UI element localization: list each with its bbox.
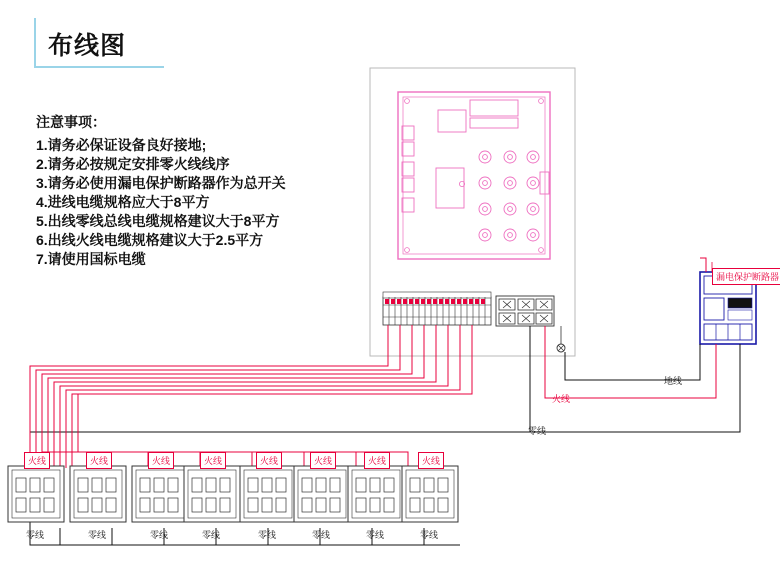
note-item: 6.出线火线电缆规格建议大于2.5平方 xyxy=(36,232,264,248)
note-item: 5.出线零线总线电缆规格建议大于8平方 xyxy=(36,213,280,229)
socket-neutral-label: 零线 xyxy=(88,530,107,540)
page-title: 布线图 xyxy=(48,32,127,60)
socket-live-label: 火线 xyxy=(418,452,444,469)
socket-neutral-label: 零线 xyxy=(258,530,277,540)
socket-live-label: 火线 xyxy=(364,452,390,469)
control-board xyxy=(398,92,550,259)
socket-live-label: 火线 xyxy=(24,452,50,469)
note-item: 1.请务必保证设备良好接地; xyxy=(36,137,207,153)
socket-live-label: 火线 xyxy=(86,452,112,469)
socket-neutral-label: 零线 xyxy=(312,530,331,540)
note-item: 3.请务必使用漏电保护断路器作为总开关 xyxy=(36,175,286,191)
terminal-strip xyxy=(383,292,565,352)
socket-neutral-label: 零线 xyxy=(26,530,45,540)
socket-neutral-label: 零线 xyxy=(366,530,385,540)
neutral-wire-label: 零线 xyxy=(528,426,547,436)
socket-live-label: 火线 xyxy=(310,452,336,469)
socket-row xyxy=(8,466,458,522)
note-item: 2.请务必按规定安排零火线线序 xyxy=(36,156,230,172)
socket-live-label: 火线 xyxy=(256,452,282,469)
socket-neutral-label: 零线 xyxy=(150,530,169,540)
live-wire-label: 火线 xyxy=(552,394,571,404)
note-item: 7.请使用国标电缆 xyxy=(36,251,146,267)
note-item: 4.进线电缆规格应大于8平方 xyxy=(36,194,210,210)
socket-live-label: 火线 xyxy=(148,452,174,469)
branch-live-wires xyxy=(30,325,472,468)
socket-live-label: 火线 xyxy=(200,452,226,469)
socket-neutral-label: 零线 xyxy=(202,530,221,540)
rcd-breaker-label: 漏电保护断路器 xyxy=(712,268,780,285)
socket-neutral-label: 零线 xyxy=(420,530,439,540)
notes-heading: 注意事项： xyxy=(36,114,106,130)
ground-wire-label: 地线 xyxy=(664,376,683,386)
